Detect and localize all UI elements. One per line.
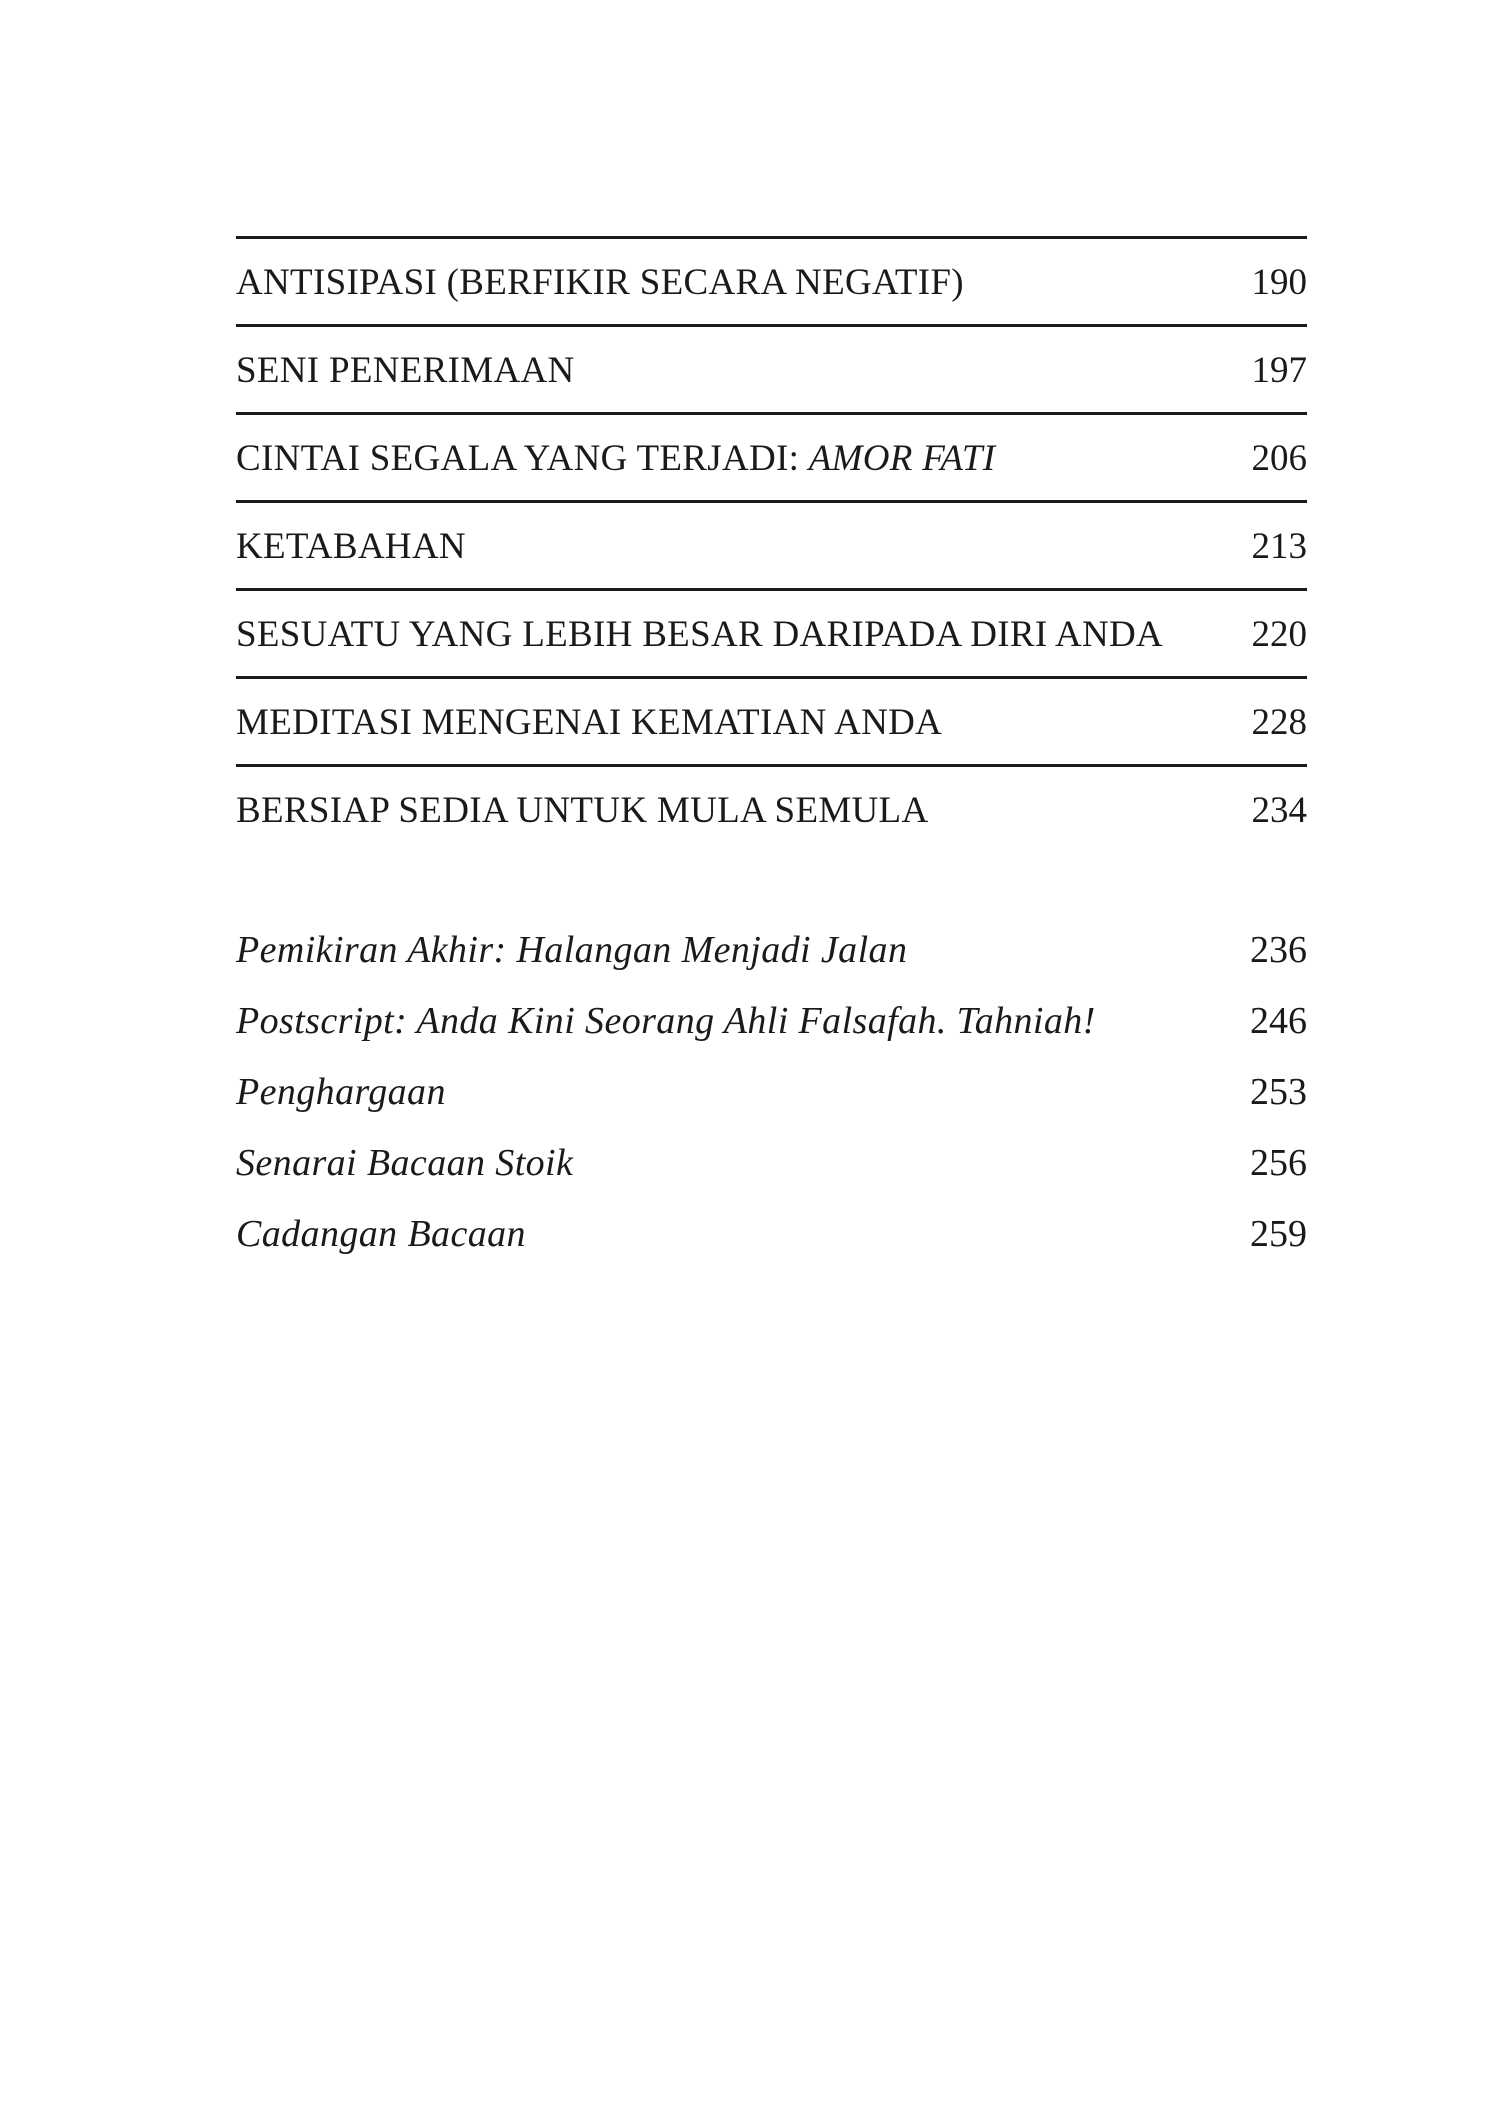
toc-entry-page: 259 [1250,1213,1307,1255]
toc-entry [236,1072,1307,1143]
toc-entry-page: 256 [1250,1142,1307,1184]
toc-entry [236,500,1307,588]
toc-entry-title: Senarai Bacaan Stoik [236,1142,574,1184]
table-of-contents-back-matter [236,930,1307,1285]
toc-entry-title: Penghargaan [236,1071,446,1113]
toc-entry-page: 197 [1251,350,1307,391]
toc-entry-page: 190 [1251,262,1307,303]
toc-entry [236,676,1307,764]
toc-entry-title: SESUATU YANG LEBIH BESAR DARIPADA DIRI ANDA [236,614,1164,655]
toc-entry-title: Pemikiran Akhir: Halangan Menjadi Jalan [236,929,908,971]
table-of-contents-chapters [236,236,1307,852]
toc-entry-page: 206 [1251,438,1307,479]
toc-entry [236,1214,1307,1285]
toc-entry-title: MEDITASI MENGENAI KEMATIAN ANDA [236,702,943,743]
toc-entry [236,930,1307,1001]
toc-entry-page: 228 [1251,702,1307,743]
toc-entry-page: 234 [1251,790,1307,831]
toc-entry [236,1001,1307,1072]
toc-entry-page: 213 [1251,526,1307,567]
toc-entry-title: Postscript: Anda Kini Seorang Ahli Falsafah. Tahniah! [236,1000,1096,1042]
toc-entry [236,412,1307,500]
toc-entry-title: CINTAI SEGALA YANG TERJADI: AMOR FATI [236,438,996,479]
toc-entry-title: SENI PENERIMAAN [236,350,575,391]
toc-entry-title: KETABAHAN [236,526,466,567]
toc-entry [236,236,1307,324]
toc-entry-page: 220 [1251,614,1307,655]
toc-entry [236,588,1307,676]
toc-entry-page: 253 [1250,1071,1307,1113]
toc-entry-title: Cadangan Bacaan [236,1213,526,1255]
toc-entry [236,764,1307,852]
toc-entry-title: ANTISIPASI (BERFIKIR SECARA NEGATIF) [236,262,964,303]
toc-entry-title: BERSIAP SEDIA UNTUK MULA SEMULA [236,790,929,831]
toc-entry [236,324,1307,412]
toc-entry [236,1143,1307,1214]
toc-entry-page: 236 [1250,929,1307,971]
toc-entry-page: 246 [1250,1000,1307,1042]
